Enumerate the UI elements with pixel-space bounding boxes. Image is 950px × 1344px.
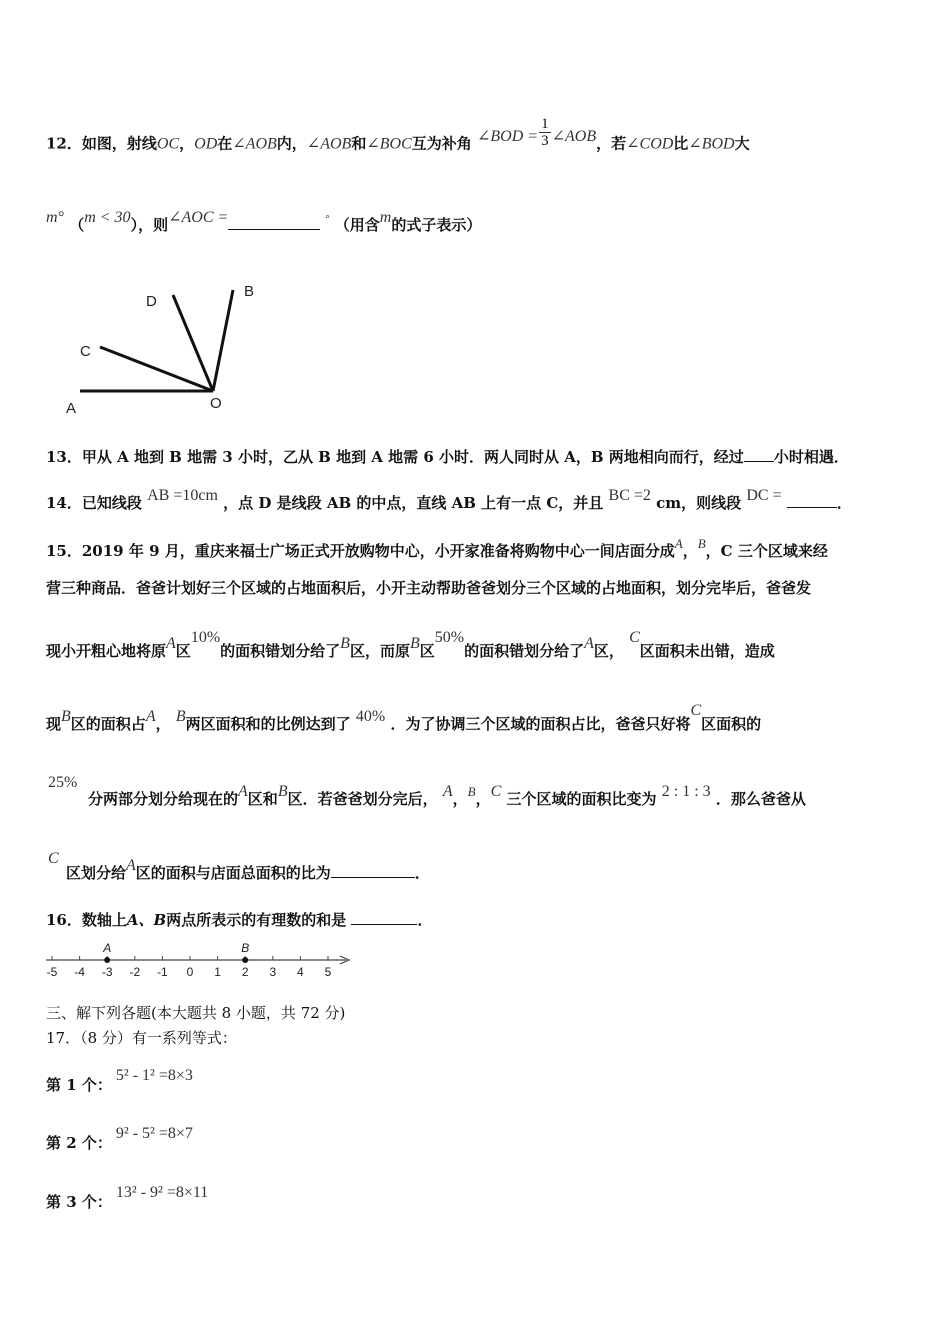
region-a: A xyxy=(166,635,176,652)
ray-od: OD xyxy=(194,135,218,153)
q12-text: 如图，射线 xyxy=(81,134,157,153)
q15-text: 现小开粗心地将原 xyxy=(46,642,167,660)
segment-ab: AB =10cm xyxy=(147,487,218,504)
q15-text: 营三种商品．爸爸计划好三个区域的占地面积后，小开主动帮助爸爸划分三个区域的占地面积，划分完毕后，爸爸发 xyxy=(46,579,812,597)
q17-item-2 xyxy=(46,1125,193,1153)
q12-number: 12． xyxy=(46,134,82,153)
angle-aob: ∠AOB xyxy=(306,135,352,153)
q15-text: 区和 xyxy=(247,790,278,808)
tick-label: 2 xyxy=(241,965,249,979)
q15-text: 两区面积和的比例达到了 xyxy=(185,715,351,733)
q12-text: （ xyxy=(69,216,85,234)
angle-figure xyxy=(58,278,278,418)
percent-10: 10% xyxy=(190,629,221,646)
angle-bod-eq: ∠BOD = xyxy=(476,127,539,145)
q15-text: 区划分给 xyxy=(66,864,127,882)
label-a: A xyxy=(66,400,77,417)
region-a: A xyxy=(238,783,248,800)
m-condition: m < 30 xyxy=(84,209,131,226)
q15-text: 区 xyxy=(175,642,191,660)
region-a: A xyxy=(126,857,136,874)
ray-ob-line xyxy=(213,290,233,391)
angle-aob: ∠AOB xyxy=(551,127,597,145)
tick-label: 0 xyxy=(186,965,194,979)
q15-line5 xyxy=(46,774,806,809)
q13-tail: 小时相遇． xyxy=(773,448,849,466)
tick-label: -4 xyxy=(74,965,85,979)
tick-label: -3 xyxy=(101,965,113,979)
q15-text: ， xyxy=(475,790,491,808)
q13-text: 13．甲从 A 地到 B 地需 3 小时，乙从 B 地到 A 地需 6 小时．两人同时从 A，B 两地相向而行，经过 xyxy=(46,448,744,466)
region-a: A xyxy=(442,783,453,800)
m-degrees: m° xyxy=(46,209,64,226)
tick-label: 3 xyxy=(269,965,277,979)
q15-text: ．为了协调三个区域的面积占比，爸爸只好将 xyxy=(390,715,691,733)
region-b: B xyxy=(61,708,71,725)
region-b: B xyxy=(409,635,420,652)
q15-text: 区面积的 xyxy=(701,715,762,733)
q17-item-1 xyxy=(46,1067,193,1095)
label-o: O xyxy=(210,395,222,412)
region-b: B xyxy=(175,708,186,725)
region-a: A xyxy=(145,708,156,725)
q15-line1 xyxy=(46,536,828,561)
variable-m: m xyxy=(379,209,392,226)
region-b: B xyxy=(277,783,288,800)
q15-tail: ． xyxy=(414,864,430,882)
q15-text: 分两部分划分给现在的 xyxy=(88,790,239,808)
q17-intro: 17．（8 分）有一系列等式： xyxy=(46,1029,237,1047)
angle-bod: ∠BOD xyxy=(688,135,735,153)
label-b: B xyxy=(244,283,255,300)
q15-text: 区的面积与店面总面积的比为 xyxy=(135,864,331,882)
q17-item-3 xyxy=(46,1184,209,1212)
q12-text: 互为补角 xyxy=(411,134,472,153)
ray-oc: OC xyxy=(156,135,180,153)
q15-text: ， xyxy=(155,715,171,733)
q12-text: 内， xyxy=(276,134,307,153)
q15-text: 区 xyxy=(419,642,435,660)
region-c: C xyxy=(490,783,502,800)
answer-blank[interactable] xyxy=(351,910,417,925)
q14-text: cm，则线段 xyxy=(656,494,742,512)
item-expression: 13² - 9² =8×11 xyxy=(115,1184,209,1201)
q12-text: ），则 xyxy=(130,216,169,234)
item-label: 第 1 个： xyxy=(46,1076,112,1094)
fraction-one-third xyxy=(539,116,551,149)
percent-40: 40% xyxy=(355,708,386,725)
q16-text: 两点所表示的有理数的和是 xyxy=(166,911,347,929)
angle-cod: ∠COD xyxy=(626,135,674,153)
q15-text: 的面积错划分给了 xyxy=(220,642,341,660)
q15-text: 现 xyxy=(46,715,62,733)
q12-text: ，若 xyxy=(596,134,627,153)
region-b: B xyxy=(340,635,350,652)
region-b: B xyxy=(467,784,476,799)
percent-50: 50% xyxy=(434,629,465,646)
point-label: B xyxy=(241,941,250,955)
q15-text: 区．若爸爸划分完后， xyxy=(287,790,438,808)
segment-dc: DC = xyxy=(746,487,782,504)
q15-text: 区， xyxy=(593,642,624,660)
q12-text: 大 xyxy=(734,134,750,153)
q15-text: 区面积未出错，造成 xyxy=(639,642,775,660)
q15-text: ， xyxy=(682,542,698,560)
item-expression: 5² - 1² =8×3 xyxy=(115,1067,193,1084)
answer-blank[interactable] xyxy=(787,493,837,508)
q16-text: 16．数轴上 xyxy=(46,911,127,929)
tick-label: -5 xyxy=(46,965,58,979)
q16-tail: ． xyxy=(417,911,433,929)
q12-text: 在 xyxy=(217,134,233,153)
region-a: A xyxy=(584,635,594,652)
q13 xyxy=(46,446,849,467)
answer-blank[interactable] xyxy=(228,215,320,230)
area-ratio: 2 : 1 : 3 xyxy=(661,783,711,800)
angle-aoc: ∠AOC = xyxy=(168,209,229,226)
section-heading: 三、解下列各题(本大题共 8 小题，共 72 分) xyxy=(46,1004,346,1022)
q15-text: 的面积错划分给了 xyxy=(464,642,585,660)
point-b xyxy=(242,957,248,963)
q15-text: 区的面积占 xyxy=(70,715,146,733)
segment-bc: BC =2 xyxy=(608,487,651,504)
percent-25: 25% xyxy=(48,774,78,791)
q15-text: ，C 三个区域来经 xyxy=(705,542,828,560)
label-d: D xyxy=(146,293,157,310)
q15-line4 xyxy=(46,702,762,734)
q14-text: 14．已知线段 xyxy=(46,494,142,512)
point-label: A xyxy=(103,941,112,955)
q12-text: 和 xyxy=(351,134,367,153)
item-expression: 9² - 5² =8×7 xyxy=(115,1125,193,1142)
points-ab: A、B xyxy=(126,911,167,929)
point-a xyxy=(104,957,110,963)
q15-text: ．那么爸爸从 xyxy=(715,790,806,808)
fraction-numerator: 1 xyxy=(541,116,549,132)
q14-text: ，点 D 是线段 AB 的中点，直线 AB 上有一点 C，并且 xyxy=(223,494,604,512)
q16 xyxy=(46,909,432,930)
q14-tail: ． xyxy=(836,494,852,512)
tick-label: -1 xyxy=(157,965,168,979)
region-a: A xyxy=(674,536,683,551)
q12-comma: ， xyxy=(179,134,195,153)
angle-aob: ∠AOB xyxy=(232,135,277,153)
degree-symbol: ° xyxy=(325,214,330,225)
item-label: 第 3 个： xyxy=(46,1193,112,1211)
q12-line2 xyxy=(46,209,482,235)
q14 xyxy=(46,487,852,513)
region-c: C xyxy=(690,702,702,719)
answer-blank[interactable] xyxy=(331,863,415,878)
answer-blank[interactable] xyxy=(744,447,774,462)
tick-label: 1 xyxy=(214,965,221,979)
region-c: C xyxy=(48,850,59,867)
q15-text: ， xyxy=(452,790,468,808)
tick-label: 4 xyxy=(297,965,304,979)
region-b: B xyxy=(697,536,706,551)
q15-text: 区，而原 xyxy=(349,642,410,660)
tick-label: 5 xyxy=(324,965,332,979)
q15-line3 xyxy=(46,629,775,661)
label-c: C xyxy=(80,343,91,360)
q12-text: 比 xyxy=(673,134,689,153)
q15-text: 15．2019 年 9 月，重庆来福士广场正式开放购物中心，小开家准备将购物中心一间店面分成 xyxy=(46,542,675,560)
q12-line1 xyxy=(46,116,750,161)
item-label: 第 2 个： xyxy=(46,1134,112,1152)
q15-line2 xyxy=(46,577,811,598)
tick-label: -2 xyxy=(129,965,141,979)
q15-text: 三个区域的面积比变为 xyxy=(506,790,657,808)
q15-line6 xyxy=(46,850,430,883)
q12-text: 的式子表示） xyxy=(391,216,482,234)
number-line xyxy=(40,936,360,982)
fraction-denominator: 3 xyxy=(541,133,549,149)
region-c: C xyxy=(629,629,640,646)
angle-boc: ∠BOC xyxy=(366,135,412,153)
q12-text: （用含 xyxy=(334,216,380,234)
